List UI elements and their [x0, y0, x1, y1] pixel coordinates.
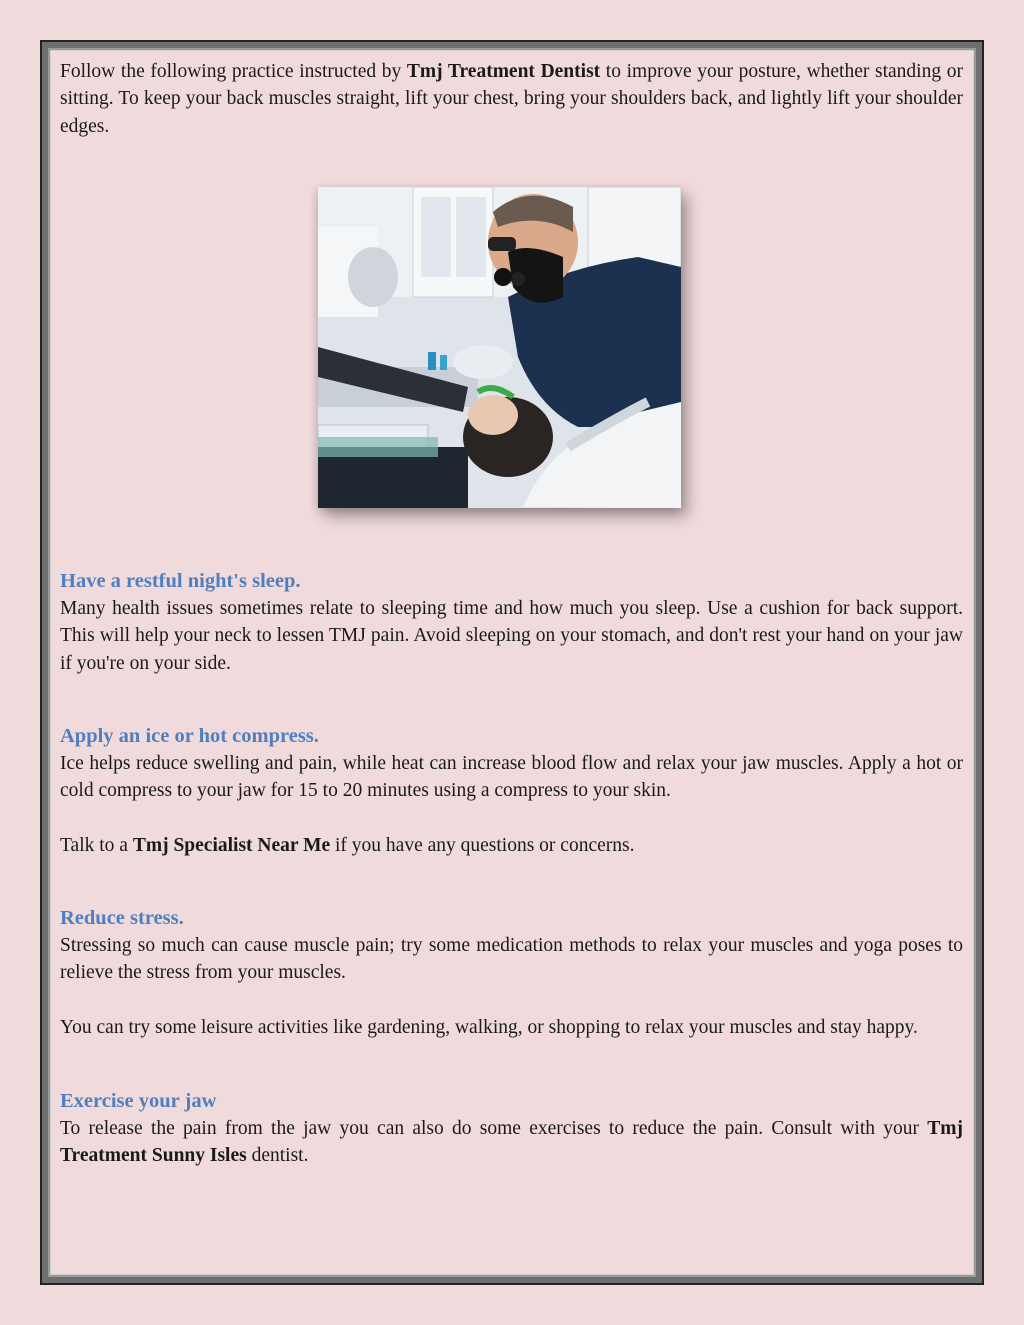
intro-text-start: Follow the following practice instructed by [60, 61, 407, 82]
section-stress [60, 905, 963, 1041]
compress-paragraph: Ice helps reduce swelling and pain, while heat can increase blood flow and relax your jaw muscles. Apply a hot or cold compress to your jaw for 15 to 20 minutes using a compress to your skin. [60, 753, 963, 802]
intro-text-end: to improve your posture, whether standing or sitting. To keep your back muscles straight, lift your chest, bring your shoulders back, and lightly lift your shoulder edges. [60, 61, 963, 137]
section-sleep [60, 568, 963, 677]
section-compress [60, 723, 963, 859]
tmj-treatment-dentist-link: Tmj Treatment Dentist [406, 61, 601, 82]
heading-jaw: Exercise your jaw [60, 1090, 217, 1112]
intro-paragraph [60, 58, 963, 140]
heading-compress: Apply an ice or hot compress. [60, 725, 319, 747]
jaw-text-end: dentist. [246, 1145, 309, 1167]
talk-text-start: Talk to a [60, 834, 133, 856]
heading-stress: Reduce stress. [60, 907, 184, 929]
talk-paragraph [60, 832, 963, 859]
jaw-paragraph [60, 1115, 963, 1170]
stress-paragraph: Stressing so much can cause muscle pain; try some medication methods to relax your muscles and yoga poses to relieve the stress from your muscles. [60, 935, 963, 984]
section-jaw [60, 1088, 963, 1170]
heading-sleep: Have a restful night's sleep. [60, 570, 301, 592]
sleep-paragraph: Many health issues sometimes relate to sleeping time and how much you sleep. Use a cushion for back support. This will help your neck to lessen TMJ pain. Avoid sleeping on your stomach, and don't rest your hand on your jaw if you're on your side. [60, 598, 963, 674]
dentist-photo [318, 187, 681, 508]
jaw-text-start: To release the pain from the jaw you can also do some exercises to reduce the pain. Consult with your [60, 1118, 928, 1139]
intro-block [60, 58, 963, 140]
leisure-paragraph: You can try some leisure activities like gardening, walking, or shopping to relax your muscles and stay happy. [60, 1016, 918, 1038]
tmj-treatment-sunny-isles-link: Tmj Treatment Sunny Isles [60, 1118, 963, 1167]
tmj-specialist-link: Tmj Specialist Near Me [132, 834, 331, 856]
talk-text-end: if you have any questions or concerns. [330, 834, 635, 856]
